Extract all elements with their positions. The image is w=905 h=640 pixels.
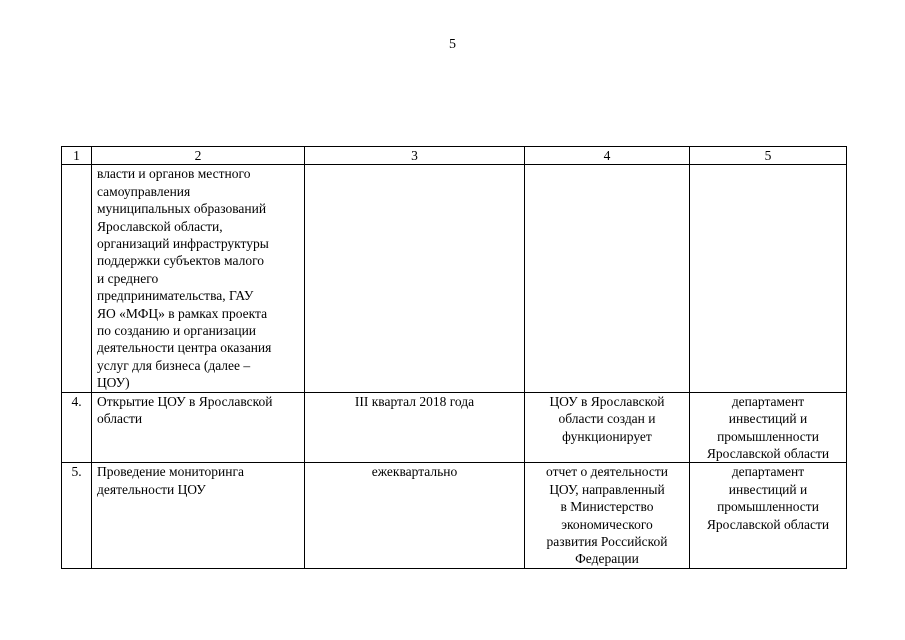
event-text: Проведение мониторинга деятельности ЦОУ [97, 464, 244, 497]
row-number-cell [62, 392, 92, 463]
responsible-text: департамент инвестиций и промышленности Ярославской области [706, 464, 830, 532]
responsible-cell [690, 463, 847, 568]
responsible-cell [690, 392, 847, 463]
responsible-text: департамент инвестиций и промышленности Ярославской области [706, 393, 830, 461]
result-cell [525, 392, 690, 463]
event-text: власти и органов местного самоуправления муниципальных образований Ярославской области, организаций инфраструктуры поддержки субъектов малого и среднего предпринимательства, ГАУ ЯО «МФЦ» в рамках проекта по созданию и организации деятельности центра оказания услуг для бизнеса (далее – ЦОУ) [97, 166, 272, 391]
table-row [62, 463, 847, 568]
event-cell [92, 165, 305, 392]
table-row [62, 165, 847, 392]
table-header-row [62, 147, 847, 165]
page-number: 5 [449, 37, 456, 52]
deadline-text: ежеквартально [371, 464, 458, 480]
event-cell [92, 463, 305, 568]
column-header-event: 2 [92, 147, 305, 165]
column-header-deadline: 3 [305, 147, 525, 165]
table-row [62, 392, 847, 463]
column-header-responsible: 5 [690, 147, 847, 165]
deadline-cell [305, 392, 525, 463]
deadline-cell [305, 463, 525, 568]
result-text: отчет о деятельности ЦОУ, направленный в Министерство экономического развития Российской Федерации [546, 464, 668, 567]
row-number-cell [62, 165, 92, 392]
result-cell [525, 463, 690, 568]
event-text: Открытие ЦОУ в Ярославской области [97, 393, 273, 427]
row-number: 4. [71, 393, 82, 409]
column-header-number: 1 [62, 147, 92, 165]
deadline-text: III квартал 2018 года [354, 393, 475, 409]
row-number-cell [62, 463, 92, 568]
result-cell [525, 165, 690, 392]
column-header-result: 4 [525, 147, 690, 165]
row-number: 5. [71, 464, 82, 480]
responsible-cell [690, 165, 847, 392]
event-cell [92, 392, 305, 463]
measures-table [61, 146, 847, 569]
deadline-cell [305, 165, 525, 392]
result-text: ЦОУ в Ярославской области создан и функционирует [549, 393, 665, 444]
